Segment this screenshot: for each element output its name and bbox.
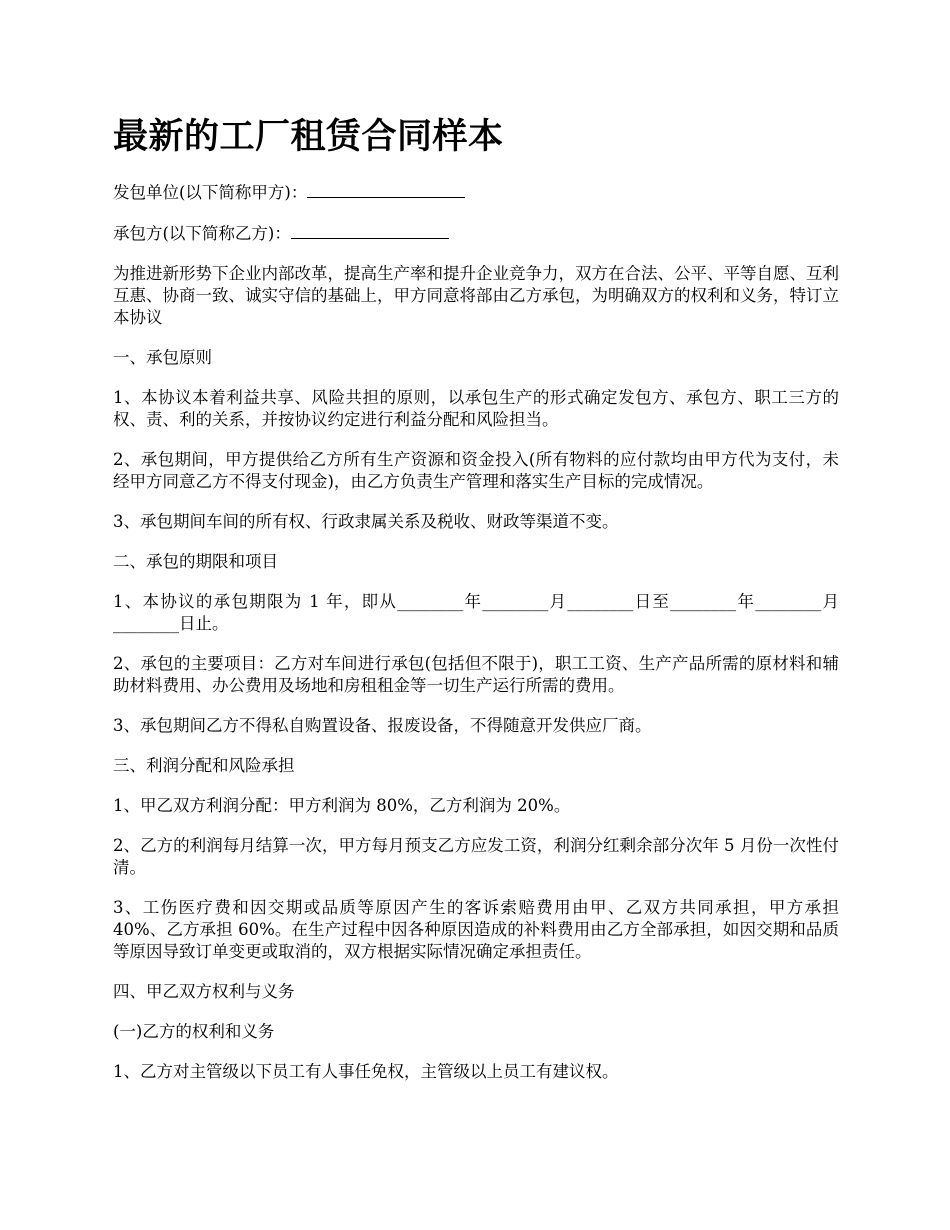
preamble-paragraph: 为推进新形势下企业内部改革，提高生产率和提升企业竞争力，双方在合法、公平、平等自愿、互利互惠、协商一致、诚实守信的基础上，甲方同意将部由乙方承包，为明确双方的权利和义务，特订立本协议 xyxy=(113,264,839,327)
clause-paragraph: 1、甲乙双方利润分配：甲方利润为 80%，乙方利润为 20%。 xyxy=(113,796,571,815)
party-a-line xyxy=(113,181,839,204)
party-b-label: 承包方(以下简称乙方)： xyxy=(113,224,291,243)
party-b-line xyxy=(113,222,839,245)
section-heading-4: 四、甲乙双方权利与义务 xyxy=(113,982,295,1001)
party-b-blank xyxy=(291,222,449,239)
subsection-heading: (一)乙方的权利和义务 xyxy=(113,1022,275,1041)
party-a-blank xyxy=(307,181,465,198)
clause-paragraph: 2、承包期间，甲方提供给乙方所有生产资源和资金投入(所有物料的应付款均由甲方代为支付，未经甲方同意乙方不得支付现金)，由乙方负责生产管理和落实生产目标的完成情况。 xyxy=(113,450,839,491)
clause-paragraph: 3、承包期间车间的所有权、行政隶属关系及税收、财政等渠道不变。 xyxy=(113,512,619,531)
clause-paragraph: 1、本协议本着利益共享、风险共担的原则，以承包生产的形式确定发包方、承包方、职工三方的权、责、利的关系，并按协议约定进行利益分配和风险担当。 xyxy=(113,388,839,429)
clause-paragraph: 1、乙方对主管级以下员工有人事任免权，主管级以上员工有建议权。 xyxy=(113,1062,619,1081)
section-heading-3: 三、利润分配和风险承担 xyxy=(113,756,295,775)
section-heading-2: 二、承包的期限和项目 xyxy=(113,552,278,571)
contract-document xyxy=(113,113,839,1101)
clause-paragraph: 2、承包的主要项目：乙方对车间进行承包(包括但不限于)，职工工资、生产产品所需的原材料和辅助材料费用、办公费用及场地和房租租金等一切生产运行所需的费用。 xyxy=(113,654,839,695)
document-title: 最新的工厂租赁合同样本 xyxy=(113,116,504,157)
section-heading-1: 一、承包原则 xyxy=(113,348,212,367)
clause-paragraph: 2、乙方的利润每月结算一次，甲方每月预支乙方应发工资，利润分红剩余部分次年 5 月份一次性付清。 xyxy=(113,836,839,877)
clause-paragraph: 3、工伤医疗费和因交期或品质等原因产生的客诉索赔费用由甲、乙双方共同承担，甲方承担 40%、乙方承担 60%。在生产过程中因各种原因造成的补料费用由乙方全部承担，如因交期和品质等原因导致订单变更或取消的，双方根据实际情况确定承担责任。 xyxy=(113,898,839,961)
party-a-label: 发包单位(以下简称甲方)： xyxy=(113,183,308,202)
clause-paragraph: 1、本协议的承包期限为 1 年，即从________年________月________日至________年________月________日止。 xyxy=(113,592,839,633)
clause-paragraph: 3、承包期间乙方不得私自购置设备、报废设备，不得随意开发供应厂商。 xyxy=(113,716,652,735)
